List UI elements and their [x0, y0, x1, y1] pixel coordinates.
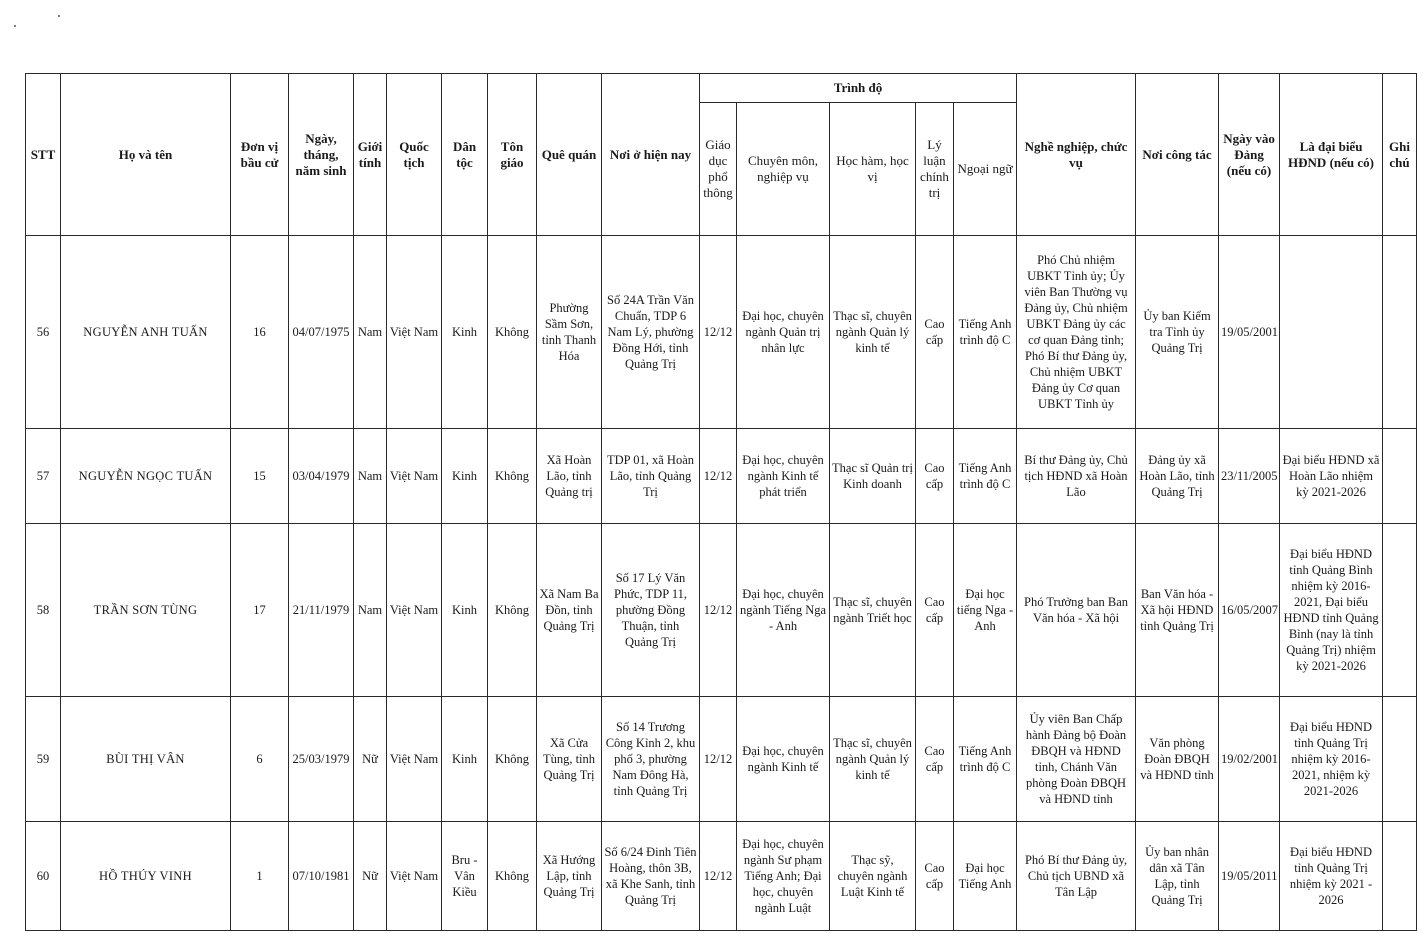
cell-quoc-tich: Việt Nam: [387, 236, 442, 429]
col-chuyen-mon: Chuyên môn, nghiệp vụ: [737, 103, 830, 236]
cell-hoc-ham: Thạc sĩ, chuyên ngành Quản lý kinh tế: [830, 236, 916, 429]
cell-noi-cong-tac: Ủy ban Kiểm tra Tỉnh ủy Quảng Trị: [1136, 236, 1219, 429]
cell-dai-bieu: Đại biểu HĐND tỉnh Quảng Bình nhiệm kỳ 2016-2021, Đại biểu HĐND tỉnh Quảng Bình (nay là tỉnh Quảng Trị) nhiệm kỳ 2021-2026: [1280, 524, 1383, 697]
cell-ngay-vao-dang: 23/11/2005: [1219, 429, 1280, 524]
cell-ton-giao: Không: [488, 524, 537, 697]
col-ngay-vao-dang: Ngày vào Đảng (nếu có): [1219, 74, 1280, 236]
candidate-table: [25, 73, 1417, 931]
cell-quoc-tich: Việt Nam: [387, 429, 442, 524]
cell-giao-duc: 12/12: [700, 236, 737, 429]
cell-noi-cong-tac: Văn phòng Đoàn ĐBQH và HĐND tỉnh: [1136, 697, 1219, 822]
cell-que-quan: Xã Nam Ba Đồn, tỉnh Quảng Trị: [537, 524, 602, 697]
cell-chuyen-mon: Đại học, chuyên ngành Sư phạm Tiếng Anh; Đại học, chuyên ngành Luật: [737, 822, 830, 931]
cell-nghe-nghiep: Bí thư Đảng ủy, Chủ tịch HĐND xã Hoàn Lão: [1017, 429, 1136, 524]
cell-ngoai-ngu: Tiếng Anh trình độ C: [954, 697, 1017, 822]
cell-giao-duc: 12/12: [700, 429, 737, 524]
cell-nghe-nghiep: Phó Chủ nhiệm UBKT Tỉnh ủy; Ủy viên Ban Thường vụ Đảng ủy, Chủ nhiệm UBKT Đảng ủy các cơ quan Đảng tỉnh; Phó Bí thư Đảng ủy, Chủ nhiệm UBKT Đảng ủy Cơ quan UBKT Tỉnh ủy: [1017, 236, 1136, 429]
cell-hoc-ham: Thạc sĩ Quản trị Kinh doanh: [830, 429, 916, 524]
cell-quoc-tich: Việt Nam: [387, 697, 442, 822]
cell-ghi-chu: [1383, 822, 1417, 931]
col-que-quan: Quê quán: [537, 74, 602, 236]
cell-dan-toc: Kinh: [442, 429, 488, 524]
cell-que-quan: Phường Sầm Sơn, tỉnh Thanh Hóa: [537, 236, 602, 429]
cell-nghe-nghiep: Phó Bí thư Đảng ủy, Chủ tịch UBND xã Tân Lập: [1017, 822, 1136, 931]
cell-stt: 56: [26, 236, 61, 429]
cell-ngay-sinh: 03/04/1979: [289, 429, 354, 524]
cell-hoc-ham: Thạc sỹ, chuyên ngành Luật Kinh tế: [830, 822, 916, 931]
cell-noi-o: TDP 01, xã Hoàn Lão, tỉnh Quảng Trị: [602, 429, 700, 524]
cell-dai-bieu: Đại biểu HĐND tỉnh Quảng Trị nhiệm kỳ 2016-2021, nhiệm kỳ 2021-2026: [1280, 697, 1383, 822]
cell-ghi-chu: [1383, 697, 1417, 822]
cell-dan-toc: Bru - Vân Kiều: [442, 822, 488, 931]
cell-ngay-sinh: 07/10/1981: [289, 822, 354, 931]
col-ho-ten: Họ và tên: [61, 74, 231, 236]
cell-ly-luan: Cao cấp: [916, 236, 954, 429]
cell-don-vi: 6: [231, 697, 289, 822]
cell-ly-luan: Cao cấp: [916, 822, 954, 931]
cell-gioi-tinh: Nữ: [354, 697, 387, 822]
col-ghi-chu: Ghi chú: [1383, 74, 1417, 236]
cell-quoc-tich: Việt Nam: [387, 524, 442, 697]
cell-nghe-nghiep: Ủy viên Ban Chấp hành Đảng bộ Đoàn ĐBQH và HĐND tỉnh, Chánh Văn phòng Đoàn ĐBQH và HĐND tỉnh: [1017, 697, 1136, 822]
cell-giao-duc: 12/12: [700, 822, 737, 931]
cell-nghe-nghiep: Phó Trưởng ban Ban Văn hóa - Xã hội: [1017, 524, 1136, 697]
col-nghe-nghiep: Nghề nghiệp, chức vụ: [1017, 74, 1136, 236]
cell-stt: 59: [26, 697, 61, 822]
cell-ngoai-ngu: Đại học Tiếng Anh: [954, 822, 1017, 931]
col-ngay-sinh: Ngày, tháng, năm sinh: [289, 74, 354, 236]
col-gioi-tinh: Giới tính: [354, 74, 387, 236]
scan-speck: [58, 15, 60, 17]
cell-ngay-sinh: 21/11/1979: [289, 524, 354, 697]
cell-chuyen-mon: Đại học, chuyên ngành Quản trị nhân lực: [737, 236, 830, 429]
cell-dan-toc: Kinh: [442, 524, 488, 697]
cell-que-quan: Xã Hoàn Lão, tỉnh Quảng trị: [537, 429, 602, 524]
cell-ho-ten: HỒ THÚY VINH: [61, 822, 231, 931]
scan-speck: [14, 25, 16, 27]
col-quoc-tich: Quốc tịch: [387, 74, 442, 236]
header-row-top: [26, 74, 1417, 103]
cell-ton-giao: Không: [488, 236, 537, 429]
cell-giao-duc: 12/12: [700, 524, 737, 697]
col-stt: STT: [26, 74, 61, 236]
col-noi-cong-tac: Nơi công tác: [1136, 74, 1219, 236]
cell-ho-ten: NGUYỄN NGỌC TUẤN: [61, 429, 231, 524]
cell-noi-cong-tac: Ủy ban nhân dân xã Tân Lập, tỉnh Quảng Trị: [1136, 822, 1219, 931]
col-group-trinh-do: Trình độ: [700, 74, 1017, 103]
table-row: [26, 236, 1417, 429]
cell-noi-cong-tac: Đảng ủy xã Hoàn Lão, tỉnh Quảng Trị: [1136, 429, 1219, 524]
cell-ngay-vao-dang: 19/05/2001: [1219, 236, 1280, 429]
cell-ton-giao: Không: [488, 822, 537, 931]
cell-ly-luan: Cao cấp: [916, 524, 954, 697]
cell-ghi-chu: [1383, 429, 1417, 524]
cell-chuyen-mon: Đại học, chuyên ngành Kinh tế phát triển: [737, 429, 830, 524]
col-noi-o: Nơi ở hiện nay: [602, 74, 700, 236]
cell-dai-bieu: Đại biểu HĐND tỉnh Quảng Trị nhiệm kỳ 2021 - 2026: [1280, 822, 1383, 931]
cell-hoc-ham: Thạc sĩ, chuyên ngành Triết học: [830, 524, 916, 697]
cell-ngoai-ngu: Tiếng Anh trình độ C: [954, 429, 1017, 524]
cell-giao-duc: 12/12: [700, 697, 737, 822]
cell-noi-o: Số 6/24 Đinh Tiên Hoàng, thôn 3B, xã Khe Sanh, tỉnh Quảng Trị: [602, 822, 700, 931]
cell-dan-toc: Kinh: [442, 236, 488, 429]
col-ly-luan: Lý luận chính trị: [916, 103, 954, 236]
col-ngoai-ngu: Ngoại ngữ: [954, 103, 1017, 236]
cell-que-quan: Xã Cửa Tùng, tỉnh Quảng Trị: [537, 697, 602, 822]
cell-ghi-chu: [1383, 236, 1417, 429]
table-row: [26, 429, 1417, 524]
cell-stt: 57: [26, 429, 61, 524]
cell-noi-o: Số 24A Trần Văn Chuẩn, TDP 6 Nam Lý, phường Đồng Hới, tỉnh Quảng Trị: [602, 236, 700, 429]
cell-dai-bieu: Đại biểu HĐND xã Hoàn Lão nhiệm kỳ 2021-2026: [1280, 429, 1383, 524]
cell-ho-ten: NGUYỄN ANH TUẤN: [61, 236, 231, 429]
cell-chuyen-mon: Đại học, chuyên ngành Kinh tế: [737, 697, 830, 822]
col-don-vi: Đơn vị bầu cử: [231, 74, 289, 236]
col-hoc-ham: Học hàm, học vị: [830, 103, 916, 236]
cell-ly-luan: Cao cấp: [916, 697, 954, 822]
cell-gioi-tinh: Nam: [354, 429, 387, 524]
cell-gioi-tinh: Nam: [354, 524, 387, 697]
cell-noi-o: Số 17 Lý Văn Phức, TDP 11, phường Đồng Thuận, tỉnh Quảng Trị: [602, 524, 700, 697]
table-row: [26, 822, 1417, 931]
cell-gioi-tinh: Nữ: [354, 822, 387, 931]
cell-noi-o: Số 14 Trương Công Kỉnh 2, khu phố 3, phường Nam Đông Hà, tỉnh Quảng Trị: [602, 697, 700, 822]
cell-don-vi: 1: [231, 822, 289, 931]
cell-stt: 58: [26, 524, 61, 697]
cell-ngay-sinh: 04/07/1975: [289, 236, 354, 429]
cell-ngay-vao-dang: 19/05/2011: [1219, 822, 1280, 931]
cell-ngay-vao-dang: 19/02/2001: [1219, 697, 1280, 822]
cell-stt: 60: [26, 822, 61, 931]
cell-don-vi: 15: [231, 429, 289, 524]
cell-dai-bieu: [1280, 236, 1383, 429]
col-dan-toc: Dân tộc: [442, 74, 488, 236]
cell-ho-ten: BÙI THỊ VÂN: [61, 697, 231, 822]
cell-ngay-sinh: 25/03/1979: [289, 697, 354, 822]
cell-ghi-chu: [1383, 524, 1417, 697]
cell-don-vi: 16: [231, 236, 289, 429]
cell-ngay-vao-dang: 16/05/2007: [1219, 524, 1280, 697]
cell-chuyen-mon: Đại học, chuyên ngành Tiếng Nga - Anh: [737, 524, 830, 697]
cell-don-vi: 17: [231, 524, 289, 697]
cell-hoc-ham: Thạc sĩ, chuyên ngành Quản lý kinh tế: [830, 697, 916, 822]
cell-noi-cong-tac: Ban Văn hóa - Xã hội HĐND tỉnh Quảng Trị: [1136, 524, 1219, 697]
cell-gioi-tinh: Nam: [354, 236, 387, 429]
table-row: [26, 524, 1417, 697]
cell-ton-giao: Không: [488, 429, 537, 524]
col-dai-bieu: Là đại biểu HĐND (nếu có): [1280, 74, 1383, 236]
cell-dan-toc: Kinh: [442, 697, 488, 822]
table-row: [26, 697, 1417, 822]
cell-ho-ten: TRẦN SƠN TÙNG: [61, 524, 231, 697]
cell-quoc-tich: Việt Nam: [387, 822, 442, 931]
col-ton-giao: Tôn giáo: [488, 74, 537, 236]
col-giao-duc: Giáo dục phổ thông: [700, 103, 737, 236]
cell-ly-luan: Cao cấp: [916, 429, 954, 524]
cell-ngoai-ngu: Đại học tiếng Nga - Anh: [954, 524, 1017, 697]
cell-ton-giao: Không: [488, 697, 537, 822]
cell-ngoai-ngu: Tiếng Anh trình độ C: [954, 236, 1017, 429]
cell-que-quan: Xã Hướng Lập, tỉnh Quảng Trị: [537, 822, 602, 931]
